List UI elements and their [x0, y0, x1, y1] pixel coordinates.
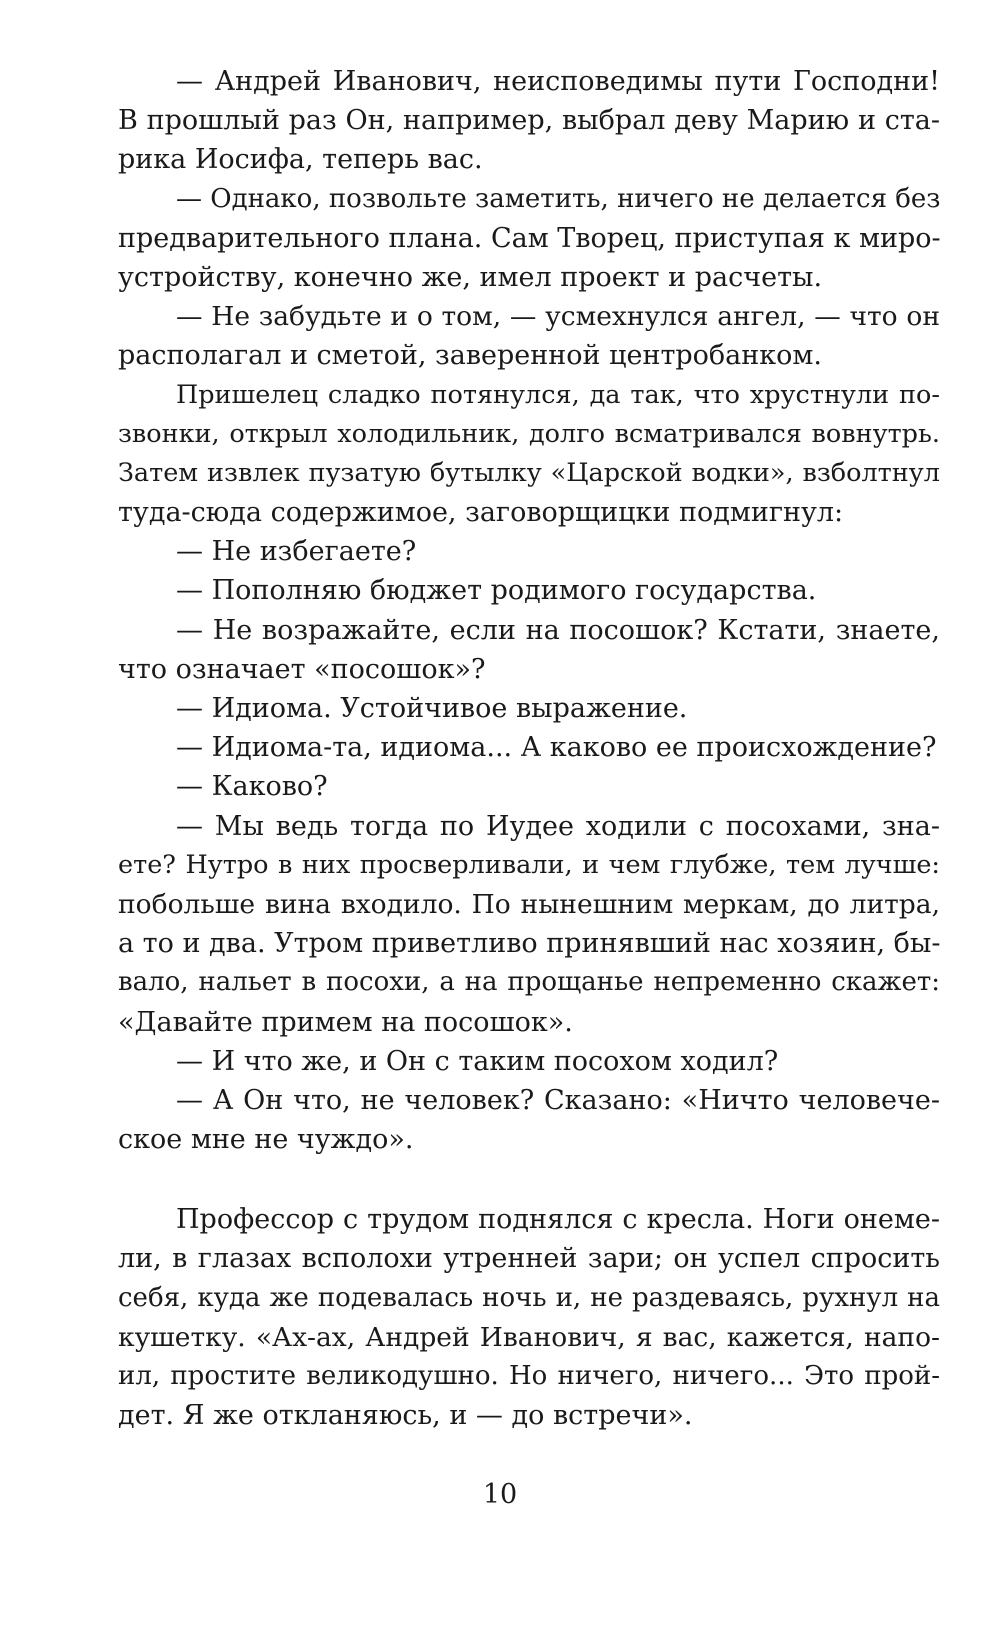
- narrative-text-block: [118, 1200, 940, 1435]
- text-line: вало, нальет в посохи, а на прощанье непременно скажет:: [118, 967, 940, 998]
- text-line: туда-сюда содержимое, заговорщицки подмигнул:: [118, 497, 844, 529]
- text-line: располагал и сметой, заверенной центробанком.: [118, 340, 822, 372]
- text-line: рика Иосифа, теперь вас.: [118, 144, 483, 176]
- page-number: 10: [482, 1479, 518, 1510]
- text-line: ете? Нутро в них просверливали, и чем глубже, тем лучше:: [118, 849, 940, 880]
- section-break: [118, 1159, 940, 1200]
- text-line: — А Он что, не человек? Сказано: «Ничто человече-: [176, 1084, 940, 1116]
- text-line: предварительного плана. Сам Творец, приступая к миро-: [118, 222, 941, 254]
- page-body: [118, 62, 940, 1435]
- text-line: — Не забудьте и о том, — усмехнулся ангел, — что он: [176, 301, 940, 333]
- text-line: Затем извлек пузатую бутылку «Царской водки», взболтнул: [118, 457, 940, 488]
- text-line: — Андрей Иванович, неисповедимы пути Господни!: [176, 66, 940, 97]
- text-line: — И что же, и Он с таким посохом ходил?: [176, 1045, 779, 1077]
- text-line: — Не избегаете?: [176, 536, 417, 568]
- text-line: В прошлый раз Он, например, выбрал деву Марию и ста-: [118, 105, 940, 137]
- text-line: — Не возражайте, если на посошок? Кстати, знаете,: [176, 614, 940, 646]
- text-line: дет. Я же откланяюсь, и — до встречи».: [118, 1400, 693, 1432]
- text-line: — Пополняю бюджет родимого государства.: [176, 575, 817, 607]
- text-line: звонки, открыл холодильник, долго всматривался вовнутрь.: [118, 418, 940, 449]
- text-line: ил, простите великодушно. Но ничего, ничего... Это прой-: [118, 1361, 940, 1391]
- text-line: — Однако, позвольте заметить, ничего не делается без: [176, 183, 941, 214]
- text-line: себя, куда же подевалась ночь и, не раздеваясь, рухнул на: [118, 1282, 940, 1313]
- text-line: — Идиома. Устойчивое выражение.: [176, 693, 688, 724]
- text-line: «Давайте примем на посошок».: [118, 1006, 573, 1038]
- text-line: кушетку. «Ах-ах, Андрей Иванович, я вас, кажется, напо-: [118, 1321, 940, 1353]
- text-line: что означает «посошок»?: [118, 653, 486, 685]
- text-line: Пришелец сладко потянулся, да так, что хрустнули по-: [176, 379, 940, 410]
- text-line: Профессор с трудом поднялся с кресла. Ноги онеме-: [176, 1204, 940, 1236]
- text-line: ли, в глазах всполохи утренней зари; он успел спросить: [118, 1243, 940, 1275]
- text-line: — Идиома-та, идиома... А каково ее происхождение?: [176, 732, 937, 764]
- text-line: побольше вина входило. По нынешним меркам, до литра,: [118, 888, 940, 920]
- text-line: — Мы ведь тогда по Иудее ходили с посохами, зна-: [176, 810, 940, 842]
- text-line: — Каково?: [176, 771, 328, 803]
- text-line: а то и два. Утром приветливо принявший нас хозяин, бы-: [118, 928, 941, 960]
- dialogue-text-block: [118, 62, 940, 1159]
- text-line: ское мне не чуждо».: [118, 1124, 414, 1156]
- text-line: устройству, конечно же, имел проект и расчеты.: [118, 261, 823, 293]
